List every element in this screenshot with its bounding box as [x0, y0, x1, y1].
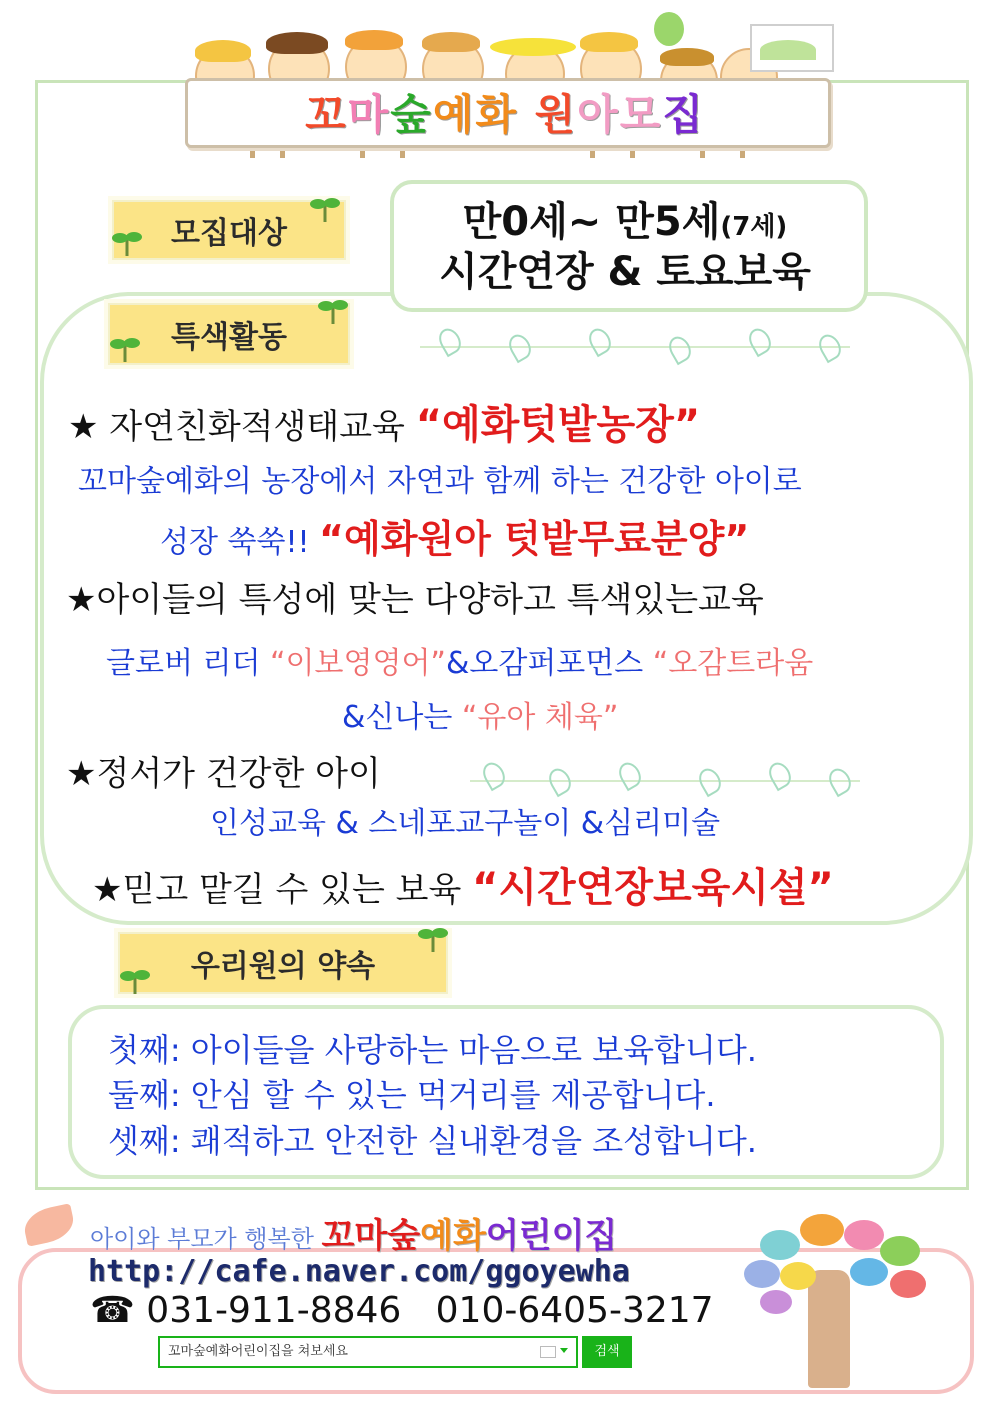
leaf-vine-decoration [420, 328, 850, 368]
recruit-services: 시간연장 & 토요보육 [439, 249, 811, 295]
activities-badge [108, 303, 350, 365]
footer-phone [90, 1290, 714, 1331]
promise-line: 둘째: 안심 할 수 있는 먹거리를 제공합니다. [108, 1076, 716, 1114]
footer-name-char: 화 [452, 1216, 486, 1256]
activity-item-emotion-desc: 인성교육 & 스네포교구놀이 &심리미술 [210, 806, 721, 841]
activity-item-special-desc-d: “오감트라움 [652, 646, 814, 681]
footer-name-char: 숲 [387, 1216, 421, 1256]
promise-line: 첫째: 아이들을 사랑하는 마음으로 보육합니다. [108, 1031, 757, 1069]
sprout-icon [120, 968, 150, 994]
footer-name-char: 마 [354, 1216, 388, 1256]
activity-item-nature-desc-highlight: “예화원아 텃밭무료분양” [319, 517, 750, 561]
promise-badge-label: 우리원의 약속 [190, 949, 376, 984]
footer-cafe-url[interactable]: http://cafe.naver.com/ggoyewha [88, 1254, 630, 1289]
page-title-char: 마 [347, 90, 391, 139]
activity-item-trust-highlight: “시간연장보육시설” [472, 865, 834, 911]
footer-tagline-text: 아이와 부모가 행복한 [90, 1225, 322, 1253]
activity-item-special-desc-a: 글로버 리더 [106, 646, 270, 681]
activity-item-nature-desc-text: 성장 쑥쑥!! [160, 525, 320, 560]
leaf-vine-decoration [470, 760, 860, 800]
chevron-down-icon[interactable] [560, 1348, 568, 1353]
activity-item-special-desc-2 [342, 692, 618, 736]
footer-name-char: 어 [485, 1216, 519, 1256]
footer-name-char: 린 [518, 1216, 552, 1256]
search-input[interactable]: 꼬마숲예화어린이집을 쳐보세요 [158, 1336, 578, 1368]
keyboard-icon[interactable] [540, 1346, 556, 1358]
page-title-char: 모 [619, 90, 663, 139]
page-title-char: 화 [475, 90, 518, 139]
footer-name-char: 이 [551, 1216, 585, 1256]
activity-item-special-desc-e: &신나는 [342, 700, 462, 735]
page-title-char [518, 90, 535, 139]
sprout-icon [110, 336, 140, 362]
page-title-char: 아 [577, 90, 620, 139]
activity-item-nature-highlight: “예화텃밭농장” [415, 402, 701, 448]
activity-item-trust [92, 856, 834, 913]
activity-item-special-desc-f: “유아 체육” [461, 700, 619, 735]
activity-item-trust-label: ★믿고 맡길 수 있는 보육 [92, 870, 473, 910]
promise-badge [118, 932, 448, 994]
recruit-age-main: 만0세~ 만5세 [462, 199, 721, 245]
activity-item-nature-desc: 꼬마숲예화의 농장에서 자연과 함께 하는 건강한 아이로 [78, 464, 802, 499]
sprout-icon [310, 196, 340, 222]
page-title-char: 예 [432, 90, 476, 139]
page-title [185, 82, 825, 142]
sprout-icon [318, 298, 348, 324]
activity-item-special: ★아이들의 특성에 맞는 다양하고 특색있는교육 [66, 580, 764, 620]
footer-tagline [90, 1208, 617, 1257]
recruit-badge-label: 모집대상 [171, 216, 287, 251]
footer-name-char: 집 [584, 1216, 618, 1256]
promise-line: 셋째: 쾌적하고 안전한 실내환경을 조성합니다. [108, 1122, 757, 1160]
page-title-char: 꼬 [305, 90, 348, 139]
phone-icon: ☎ [90, 1290, 135, 1331]
footer-name-char: 꼬 [321, 1216, 355, 1256]
activity-item-special-desc-b: “이보영영어” [269, 646, 446, 681]
activity-item-emotion: ★정서가 건강한 아이 [66, 754, 381, 794]
page-title-char: 집 [662, 90, 705, 139]
activity-item-special-desc [106, 638, 813, 682]
activity-item-nature [68, 393, 700, 450]
sprout-icon [418, 926, 448, 952]
leaf-decoration [21, 1203, 77, 1247]
footer-kindergarten-name [322, 1216, 618, 1256]
activity-item-nature-label: ★ 자연친화적생태교육 [68, 407, 416, 447]
sprout-icon [112, 230, 142, 256]
activities-badge-label: 특색활동 [171, 320, 287, 355]
tree-illustration [740, 1210, 970, 1390]
search-button[interactable]: 검색 [582, 1336, 632, 1368]
footer-name-char: 예 [420, 1216, 453, 1256]
page-title-char: 원 [534, 90, 578, 139]
recruit-age-note: (7세) [720, 212, 788, 242]
footer-phone-numbers: 031-911-8846 010-6405-3217 [146, 1290, 714, 1331]
activity-item-nature-desc-2 [160, 508, 749, 563]
recruit-age-range [390, 190, 860, 247]
page-title-char: 숲 [390, 90, 433, 139]
activity-item-special-desc-c: &오감퍼포먼스 [445, 646, 653, 681]
